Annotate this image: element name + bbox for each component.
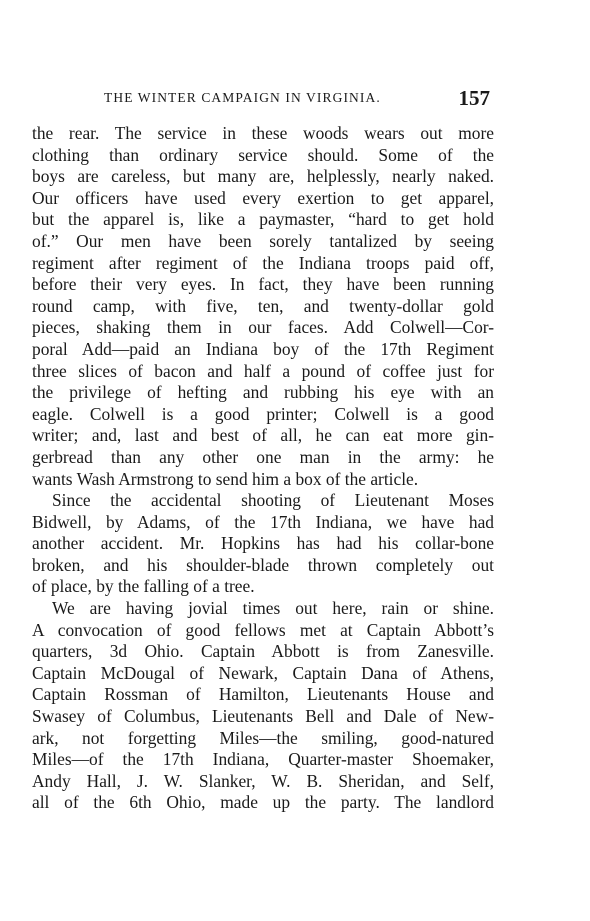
text-line: ark, not forgetting Miles—the smiling, good-natured xyxy=(32,727,494,748)
paragraph-3 xyxy=(32,598,494,814)
text-line: Andy Hall, J. W. Slanker, W. B. Sheridan, and Self, xyxy=(32,770,494,791)
text-line: of.” Our men have been sorely tantalized by seeing xyxy=(32,230,494,251)
text-line: regiment after regiment of the Indiana troops paid off, xyxy=(32,252,494,273)
text-line: clothing than ordinary service should. Some of the xyxy=(32,144,494,165)
text-line: the privilege of hefting and rubbing his eye with an xyxy=(32,382,494,403)
body-text xyxy=(32,123,494,814)
text-line: Captain McDougal of Newark, Captain Dana of Athens, xyxy=(32,662,494,683)
text-line: writer; and, last and best of all, he can eat more gin- xyxy=(32,425,494,446)
text-line: poral Add—paid an Indiana boy of the 17th Regiment xyxy=(32,338,494,359)
text-line: Miles—of the 17th Indiana, Quarter-master Shoemaker, xyxy=(32,749,494,770)
paragraph-2 xyxy=(32,490,494,598)
text-line: eagle. Colwell is a good printer; Colwell is a good xyxy=(32,403,494,424)
text-line: Bidwell, by Adams, of the 17th Indiana, we have had xyxy=(32,511,494,532)
text-line: broken, and his shoulder-blade thrown completely out xyxy=(32,554,494,575)
text-line: wants Wash Armstrong to send him a box of the article. xyxy=(32,468,419,489)
text-line: A convocation of good fellows met at Captain Abbott’s xyxy=(32,619,494,640)
text-line: boys are careless, but many are, helplessly, nearly naked. xyxy=(32,166,494,187)
running-head: THE WINTER CAMPAIGN IN VIRGINIA. xyxy=(104,90,381,105)
text-line: round camp, with five, ten, and twenty-dollar gold xyxy=(32,295,494,316)
text-line: Swasey of Columbus, Lieutenants Bell and Dale of New- xyxy=(32,706,494,727)
text-line: quarters, 3d Ohio. Captain Abbott is from Zanesville. xyxy=(32,641,494,662)
text-line: pieces, shaking them in our faces. Add Colwell—Cor- xyxy=(32,317,494,338)
paragraph-1 xyxy=(32,123,494,490)
text-line: gerbread than any other one man in the army: he xyxy=(32,446,494,467)
text-line: We are having jovial times out here, rain or shine. xyxy=(52,598,494,619)
text-line: another accident. Mr. Hopkins has had his collar-bone xyxy=(32,533,494,554)
text-line: but the apparel is, like a paymaster, “hard to get hold xyxy=(32,209,494,230)
text-line: the rear. The service in these woods wears out more xyxy=(32,123,494,143)
text-line: Captain Rossman of Hamilton, Lieutenants House and xyxy=(32,684,494,705)
text-line: Our officers have used every exertion to get apparel, xyxy=(32,187,494,208)
text-line: all of the 6th Ohio, made up the party. The landlord xyxy=(32,792,494,813)
text-line: before their very eyes. In fact, they have been running xyxy=(32,274,494,295)
page-number: 157 xyxy=(458,86,490,110)
text-line: of place, by the falling of a tree. xyxy=(32,576,255,597)
text-line: three slices of bacon and half a pound of coffee just for xyxy=(32,360,494,381)
text-line: Since the accidental shooting of Lieutenant Moses xyxy=(52,490,494,511)
